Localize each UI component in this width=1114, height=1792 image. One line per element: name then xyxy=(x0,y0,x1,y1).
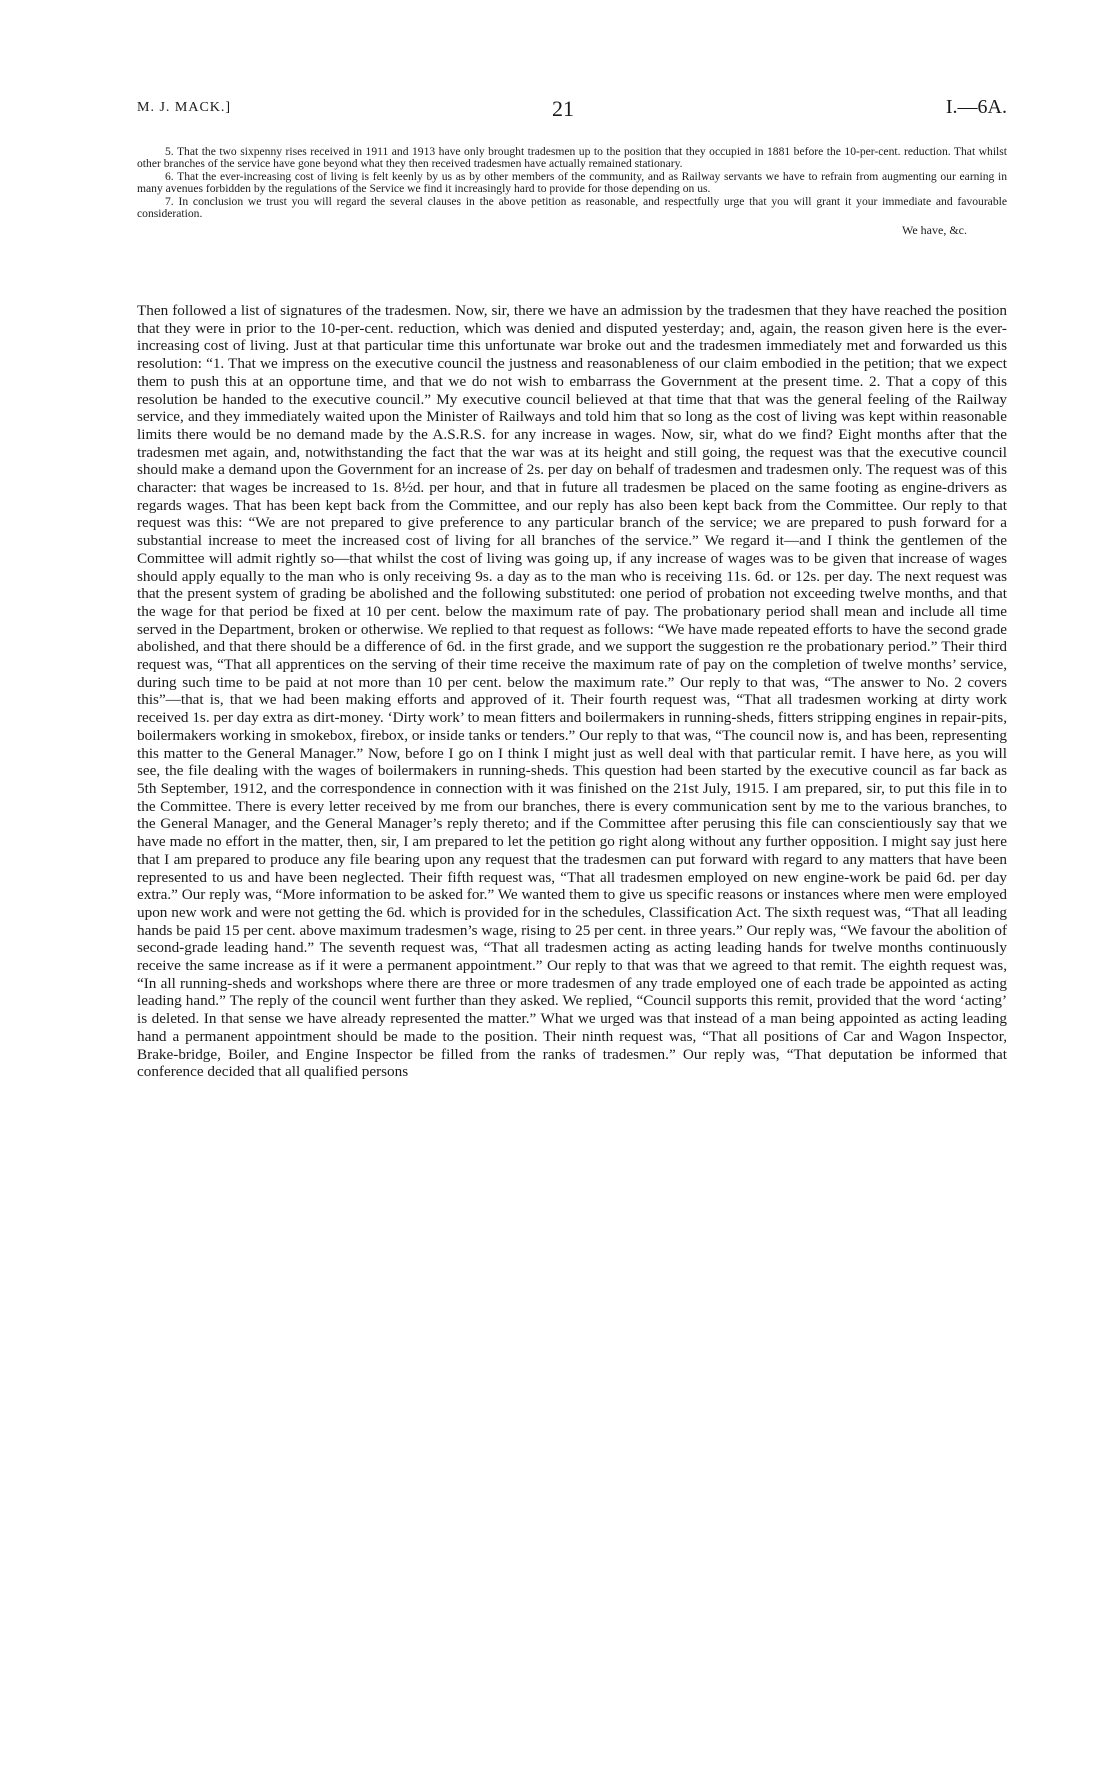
petition-quote xyxy=(137,146,1007,237)
page-header xyxy=(137,96,1007,126)
petition-clause-7: 7. In conclusion we trust you will regard the several clauses in the above petition as reasonable, and respectfully urge that you will grant it your immediate and favourable consideration. xyxy=(137,194,1007,221)
petition-clause-5: 5. That the two sixpenny rises received in 1911 and 1913 have only brought tradesmen up to the position that they occupied in 1881 before the 10-per-cent. reduction. That whilst other branches of the service have gone beyond what they then received tradesmen have actually remained stationary. xyxy=(137,145,1007,171)
page-number: 21 xyxy=(552,96,574,121)
document-reference: I.—6A. xyxy=(945,96,1007,118)
witness-name: M. J. MACK.] xyxy=(137,100,232,115)
testimony-paragraph: Then followed a list of signatures of the tradesmen. Now, sir, there we have an admission by the tradesmen that they have reached the position that they were in prior to the 10-per-cent. reduction, which was denied and disputed yesterday; and, again, the reason given here is the ever-increasing cost of living. Just at that particular time this unfortunate war broke out and the tradesmen immediately met and forwarded us this resolution: “1. That we impress on the executive council the justness and reasonableness of our claim embodied in the petition; that we expect them to push this at an opportune time, and that we do not wish to embarrass the Government at the present time. 2. That a copy of this resolution be handed to the executive council.” My executive council believed at that time that that was the general feeling of the Railway service, and they immediately waited upon the Minister of Railways and told him that so long as the cost of living was kept within reasonable limits there would be no demand made by the A.S.R.S. for any increase in wages. Now, sir, what do we find? Eight months after that the tradesmen met again, and, notwithstanding the fact that the war was at its height and still going, the request was that the executive council should make a demand upon the Government for an increase of 2s. per day on behalf of tradesmen and tradesmen only. The request was of this character: that wages be increased to 1s. 8½d. per hour, and that in future all tradesmen be placed on the same footing as engine-drivers as regards wages. That has been kept back from the Committee, and our reply has also been kept back from the Committee. Our reply to that request was this: “We are not prepared to give preference to any particular branch of the service; we are prepared to push forward for a substantial increase to meet the increased cost of living for all branches of the service.” We regard it—and I think the gentlemen of the Committee will admit rightly so—that whilst the cost of living was going up, if any increase of wages was to be given that increase of wages should apply equally to the man who is only receiving 9s. a day as to the man who is receiving 11s. 6d. or 12s. per day. The next request was that the present system of grading be abolished and the following substituted: one period of probation not exceeding twelve months, and that the wage for that period be fixed at 10 per cent. below the maximum rate of pay. The probationary period shall mean and include all time served in the Department, broken or otherwise. We replied to that request as follows: “We have made repeated efforts to have the second grade abolished, and that there should be a difference of 6d. in the first grade, and we support the suggestion re the probationary period.” Their third request was, “That all apprentices on the serving of their time receive the maximum rate of pay on the completion of twelve months’ service, during such time to be paid at not more than 10 per cent. below the maximum rate.” Our reply to that was, “The answer to No. 2 covers this”—that is, that we had been making efforts and approved of it. Their fourth request was, “That all tradesmen working at dirty work received 1s. per day extra as dirt-money. ‘Dirty work’ to mean fitters and boilermakers in running-sheds, fitters stripping engines in repair-pits, boilermakers working in smokebox, firebox, or inside tanks or tenders.” Our reply to that was, “The council now is, and has been, representing this matter to the General Manager.” Now, before I go on I think I might just as well deal with that particular remit. I have here, as you will see, the file dealing with the wages of boilermakers in running-sheds. This question had been started by the executive council as far back as 5th September, 1912, and the correspondence in connection with it was finished on the 21st July, 1915. I am prepared, sir, to put this file in to the Committee. There is every letter received by me from our branches, there is every communication sent by me to the various branches, to the General Manager, and the General Manager’s reply thereto; and if the Committee after perusing this file can conscientiously say that we have made no effort in the matter, then, sir, I am prepared to let the petition go right along without any further opposition. I might say just here that I am prepared to produce any file bearing upon any request that the tradesmen can put forward with regard to any matters that have been represented to us and have been neglected. Their fifth request was, “That all tradesmen employed on new engine-work be paid 6d. per day extra.” Our reply was, “More information to be asked for.” We wanted them to give us specific reasons or instances where men were employed upon new work and were not getting the 6d. which is provided for in the schedules, Classification Act. The sixth request was, “That all leading hands be paid 15 per cent. above maximum tradesmen’s wage, rising to 25 per cent. in three years.” Our reply was, “We favour the abolition of second-grade leading hand.” The seventh request was, “That all tradesmen acting as acting leading hands for twelve months continuously receive the same increase as if it were a permanent appointment.” Our reply to that was that we agreed to that remit. The eighth request was, “In all running-sheds and workshops where there are three or more tradesmen of any trade employed one of each trade be appointed as acting leading hand.” The reply of the council went further than they asked. We replied, “Council supports this remit, provided that the word ‘acting’ is deleted. In that sense we have already represented the matter.” What we urged was that instead of a man being appointed as acting leading hand a permanent appointment should be made to the position. Their ninth request was, “That all positions of Car and Wagon Inspector, Brake-bridge, Boiler, and Engine Inspector be filled from the ranks of tradesmen.” Our reply was, “That deputation be informed that conference decided that all qualified persons xyxy=(137,302,1007,1081)
petition-clause-6: 6. That the ever-increasing cost of living is felt keenly by us as by other members of the community, and as Railway servants we have to refrain from augmenting our earning in many avenues forbidden by the regulations of the Service we find it increasingly hard to provide for those depending on us. xyxy=(137,169,1007,196)
petition-signoff: We have, &c. xyxy=(901,223,967,238)
testimony-body xyxy=(137,302,1007,1081)
